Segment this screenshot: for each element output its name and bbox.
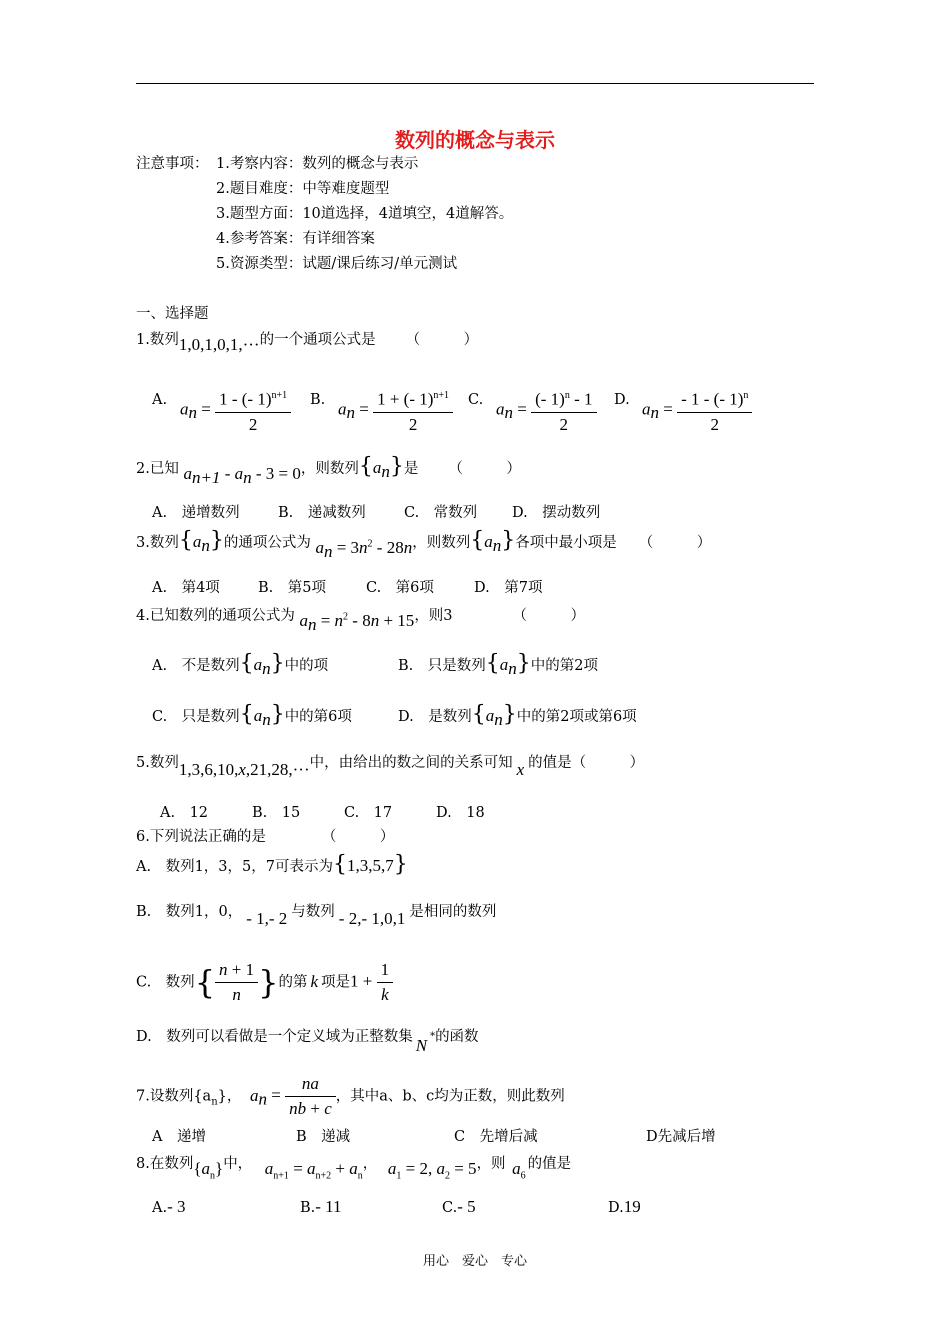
- q1-option-a[interactable]: A.: [152, 392, 168, 408]
- q8-option-a[interactable]: A.- 3: [152, 1197, 186, 1216]
- page-footer: 用心 爱心 专心: [422, 1254, 527, 1269]
- q8-option-b[interactable]: B.- 11: [300, 1197, 342, 1216]
- q5-option-c[interactable]: C. 17: [344, 805, 393, 821]
- q4-option-c[interactable]: C. 只是数列$\{a_n\}$中的第6项: [152, 702, 352, 729]
- q2-option-c[interactable]: C. 常数列: [404, 505, 478, 521]
- q1-stem: 1.数列1,0,1,0,1,···的一个通项公式是 （ ）: [136, 332, 479, 354]
- q7-option-b[interactable]: B 递减: [296, 1129, 351, 1145]
- q6-option-b[interactable]: B. 数列1，0， - 1,- 2 与数列 - 2,- 1,0,1 是相同的数列: [136, 904, 497, 928]
- q7-stem: 7.设数列$\{a_n\}$， $a_n$ = $\frac{na}{nb + c}$ ，其中a、b、c均为正数，则此数列: [136, 1074, 565, 1118]
- page-title: 数列的概念与表示: [395, 128, 555, 152]
- note-item: 5.资源类型：试题/课后练习/单元测试: [216, 256, 458, 272]
- q8-option-c[interactable]: C.- 5: [442, 1197, 476, 1216]
- header-rule: [136, 83, 814, 84]
- q2-option-a[interactable]: A. 递增数列: [152, 505, 240, 521]
- q3-stem: 3.数列$\{a_n\}$的通项公式为 $a_n = 3n^2 - 28n$，则数列$\{a_n\}$各项中最小项是 （ ）: [136, 528, 712, 561]
- q7-option-a[interactable]: A 递增: [152, 1129, 206, 1145]
- q3-option-d[interactable]: D. 第7项: [474, 580, 543, 596]
- q6-option-c[interactable]: C. 数列{ $\frac{n + 1}{n}$ }的第 k 项是1 + $\frac{1}{k}$: [136, 958, 393, 1007]
- q2-option-d[interactable]: D. 摆动数列: [512, 505, 601, 521]
- note-item: 1.考察内容：数列的概念与表示: [216, 156, 419, 172]
- q4-option-a[interactable]: A. 不是数列$\{a_n\}$中的项: [152, 651, 329, 678]
- note-item: 3.题型方面：10道选择，4道填空，4道解答。: [216, 206, 514, 222]
- q6-stem: 6.下列说法正确的是 （ ）: [136, 829, 395, 845]
- note-item: 2.题目难度：中等难度题型: [216, 181, 390, 197]
- q3-option-c[interactable]: C. 第6项: [366, 580, 434, 596]
- q1-option-b[interactable]: B.: [310, 392, 326, 408]
- q3-option-b[interactable]: B. 第5项: [258, 580, 326, 596]
- q1-option-c[interactable]: C.: [468, 392, 484, 408]
- q7-option-d[interactable]: D先减后增: [646, 1129, 716, 1145]
- q4-stem: 4.已知数列的通项公式为 $a_n = n^2 - 8n + 15$，则3 （ ）: [136, 608, 586, 634]
- notes-label: 注意事项：: [136, 156, 209, 172]
- note-item: 4.参考答案：有详细答案: [216, 231, 375, 247]
- section-heading: 一、选择题: [136, 306, 209, 322]
- q1-formula-b: $a_n$ = $\frac{1 + (- 1)^{n+1}}{2}$: [338, 384, 453, 437]
- q8-option-d[interactable]: D.19: [608, 1197, 641, 1216]
- q7-option-c[interactable]: C 先增后减: [454, 1129, 538, 1145]
- q8-stem: 8.在数列$\{a_n\}$中， $a_{n+1} = a_{n+2} + a_n$， $a_1 = 2$, $a_2 = 5$，则 $a_6$的值是: [136, 1156, 572, 1182]
- q1-formula-c: $a_n$ = $\frac{(- 1)^n - 1}{2}$: [496, 384, 597, 437]
- q3-option-a[interactable]: A. 第4项: [152, 580, 220, 596]
- q5-stem: 5.数列1,3,6,10,x,21,28,···中，由给出的数之间的关系可知 x 的值是（ ）: [136, 755, 645, 779]
- q2-option-b[interactable]: B. 递减数列: [278, 505, 366, 521]
- q4-option-b[interactable]: B. 只是数列$\{a_n\}$中的第2项: [398, 651, 598, 678]
- q1-option-d[interactable]: D.: [614, 392, 630, 408]
- q1-formula-a: $a_n$ = $\frac{1 - (- 1)^{n+1}}{2}$: [180, 384, 291, 437]
- q4-option-d[interactable]: D. 是数列$\{a_n\}$中的第2项或第6项: [398, 702, 637, 729]
- q5-option-a[interactable]: A. 12: [160, 805, 209, 821]
- q6-option-d[interactable]: D. 数列可以看做是一个定义域为正整数集 N *的函数: [136, 1029, 479, 1055]
- q1-formula-d: $a_n$ = $\frac{- 1 - (- 1)^n}{2}$: [642, 384, 752, 437]
- q5-option-d[interactable]: D. 18: [436, 805, 485, 821]
- q5-option-b[interactable]: B. 15: [252, 805, 301, 821]
- q2-stem: 2.已知 $a_{n+1} - a_n - 3 = 0$，则数列$\{a_n\}$是 （ ）: [136, 454, 521, 487]
- q6-option-a[interactable]: A. 数列1，3，5，7可表示为{1,3,5,7}: [136, 852, 408, 877]
